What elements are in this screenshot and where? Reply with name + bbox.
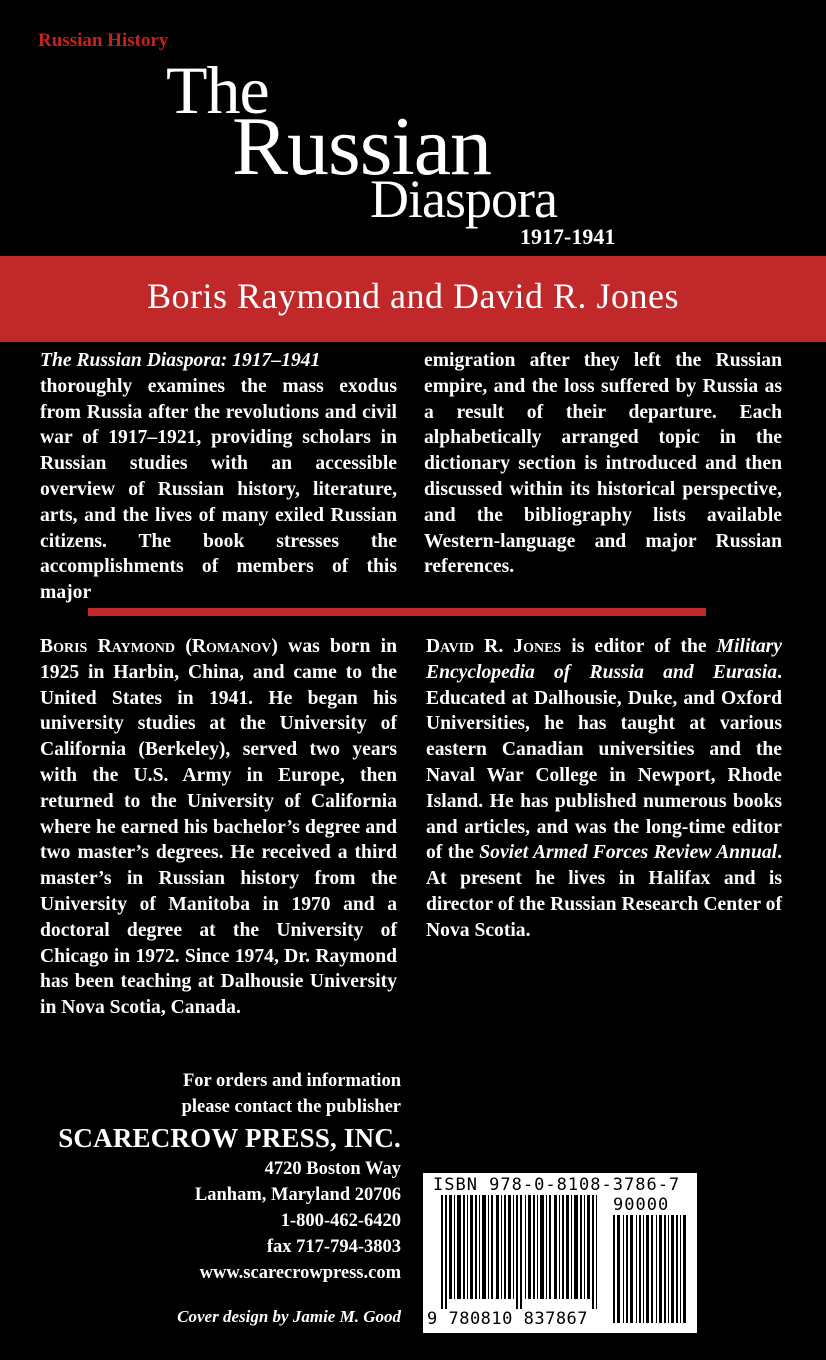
- title-line-russian: Russian: [232, 100, 492, 193]
- publisher-fax: fax 717-794-3803: [266, 1237, 401, 1257]
- barcode-digits: 9 780810 837867: [427, 1309, 589, 1329]
- barcode-main-bars: [441, 1195, 597, 1309]
- series-label: Russian History: [38, 30, 169, 51]
- publisher-address-2: Lanham, Maryland 20706: [194, 1185, 401, 1205]
- description-book-title: The Russian Diaspora: 1917–1941: [40, 350, 321, 371]
- bio-jones-text-3: . At present he lives in Halifax and is director of the Russian Research Center of Nova Scotia.: [426, 842, 782, 941]
- description-text-right: emigration after they left the Russian empire, and the loss suffered by Russia as a result of their departure. Each alphabetically arranged topic in the dictionary section is introduced and then discussed within its historical perspective, and the bibliography lists available Western-language and major Russian references.: [424, 350, 782, 578]
- publisher-address-1: 4720 Boston Way: [264, 1159, 401, 1179]
- bio-jones-italic-1: Military Encyclopedia of Russia and Eurasia: [426, 636, 782, 683]
- description-left: [40, 348, 397, 606]
- bio-jones-text-1: is editor of the: [561, 636, 717, 657]
- publisher-name: SCARECROW PRESS, INC.: [58, 1123, 401, 1153]
- bio-jones: [426, 634, 782, 944]
- bio-jones-text-2: . Educated at Dalhousie, Duke, and Oxford Universities, he has taught at various eastern Canadian universities and the Naval War College in Newport, Rhode Island. He has published numerous books and articles, and was the long-time editor of the: [426, 661, 782, 864]
- cover-credit: Cover design by Jamie M. Good: [177, 1307, 401, 1326]
- title-years: 1917-1941: [520, 224, 616, 249]
- title-line-the: The: [166, 52, 269, 128]
- divider-rule: [88, 608, 706, 616]
- publisher-phone: 1-800-462-6420: [280, 1211, 401, 1231]
- publisher-website: www.scarecrowpress.com: [199, 1263, 401, 1283]
- title-line-diaspora: Diaspora: [370, 169, 557, 229]
- publisher-intro-2: please contact the publisher: [181, 1097, 401, 1117]
- authors: Boris Raymond and David R. Jones: [147, 276, 679, 316]
- description-right: [424, 348, 782, 580]
- bio-raymond: [40, 634, 397, 1021]
- bio-jones-name: David R. Jones: [426, 636, 562, 657]
- bio-raymond-name: Boris Raymond (Romanov): [40, 636, 278, 657]
- description-text-left: thoroughly examines the mass exodus from Russia after the revolutions and civil war of 1917–1921, providing scholars in Russian studies with an accessible overview of Russian history, literature, arts, and the lives of many exiled Russian citizens. The book stresses the accomplishments of members of this major: [40, 375, 397, 604]
- isbn-text: ISBN 978-0-8108-3786-7: [433, 1175, 681, 1195]
- price-code: 90000: [613, 1195, 670, 1215]
- bio-jones-italic-2: Soviet Armed Forces Review Annual: [479, 842, 778, 864]
- barcode-addon-bars: [613, 1215, 689, 1323]
- isbn-barcode: [423, 1173, 697, 1333]
- bio-raymond-text: was born in 1925 in Harbin, China, and came to the United States in 1941. He began his university studies at the University of California (Berkeley), served two years with the U.S. Army in Europe, then returned to the University of California where he earned his bachelor’s degree and two master’s degrees. He received a third master’s in Russian history from the University of Manitoba in 1970 and a doctoral degree at the University of Chicago in 1972. Since 1974, Dr. Raymond has been teaching at Dalhousie University in Nova Scotia, Canada.: [40, 636, 397, 1019]
- publisher-block: [40, 1068, 401, 1286]
- publisher-intro-1: For orders and information: [182, 1071, 401, 1091]
